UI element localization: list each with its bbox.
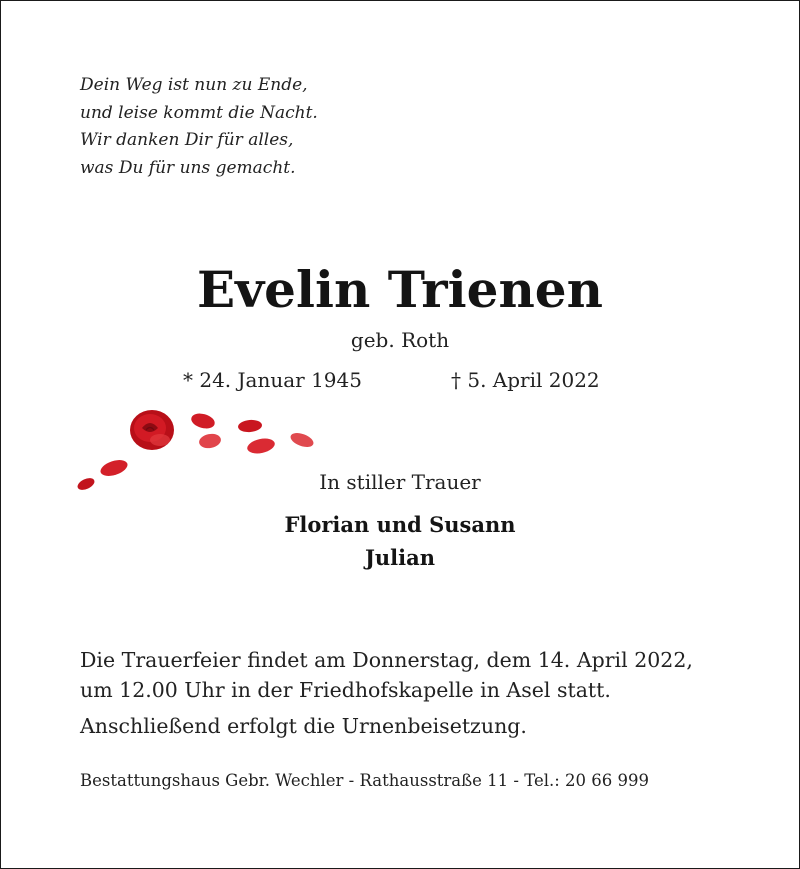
death-date: † 5. April 2022 <box>451 368 600 392</box>
birth-date: * 24. Januar 1945 <box>183 368 362 392</box>
poem-line: Wir danken Dir für alles, <box>80 130 294 150</box>
service-info <box>80 645 760 741</box>
service-line: um 12.00 Uhr in der Friedhofskapelle in Asel statt. <box>80 678 611 702</box>
memorial-poem <box>80 72 318 182</box>
mourner-name: Julian <box>364 545 436 570</box>
poem-line: und leise kommt die Nacht. <box>80 102 318 123</box>
poem-line: Dein Weg ist nun zu Ende, <box>80 75 308 95</box>
birth-name: geb. Roth <box>350 328 450 352</box>
mourning-phrase: In stiller Trauer <box>319 470 481 494</box>
deceased-name: Evelin Trienen <box>197 260 603 319</box>
mourner-name: Florian und Susann <box>284 512 516 537</box>
mourners-list <box>0 508 800 574</box>
service-line: Die Trauerfeier findet am Donnerstag, dem 14. April 2022, <box>80 648 693 672</box>
funeral-home-footer: Bestattungshaus Gebr. Wechler - Rathausstraße 11 - Tel.: 20 66 999 <box>80 771 650 790</box>
rose-icon <box>130 410 174 450</box>
burial-note: Anschließend erfolgt die Urnenbeisetzung. <box>80 714 527 738</box>
poem-line: was Du für uns gemacht. <box>80 157 296 178</box>
